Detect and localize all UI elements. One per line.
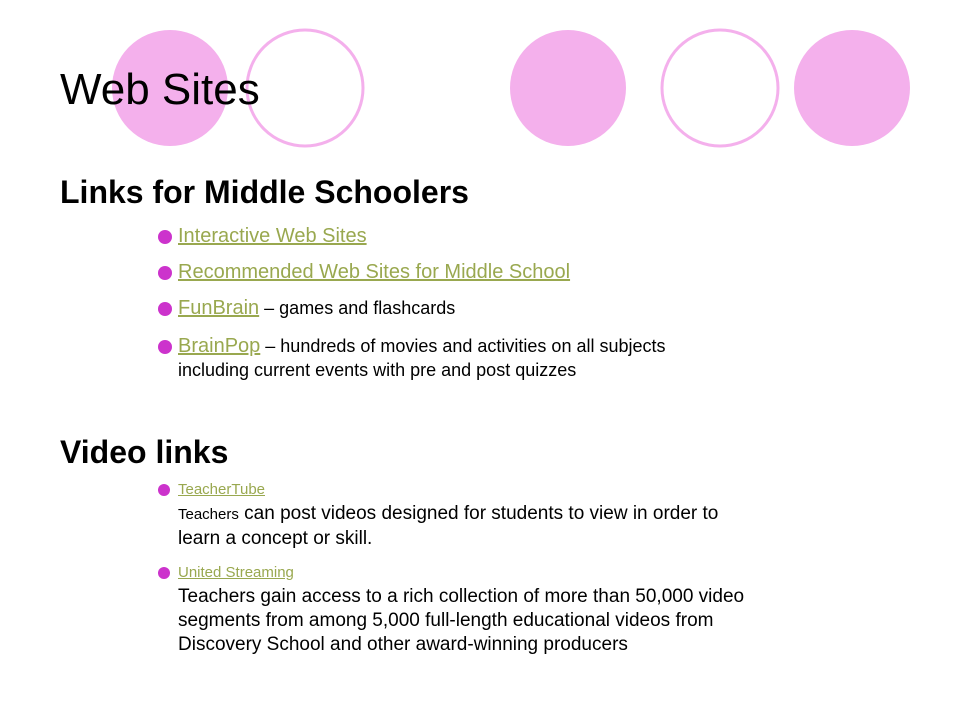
circle-filled-3 [794,30,910,146]
list-item [158,296,666,334]
link-teachertube[interactable]: TeacherTube [178,481,265,498]
circle-outline-2 [662,30,778,146]
section-heading-video-links: Video links [60,434,229,470]
brainpop-description: – hundreds of movies and activities on all subjects [260,336,666,356]
teachertube-description-line2: learn a concept or skill. [178,528,373,549]
bullet-icon [158,230,172,244]
bullet-icon [158,302,172,316]
link-interactive-web-sites[interactable]: Interactive Web Sites [178,225,367,247]
circle-outline-1 [247,30,363,146]
bullet-icon [158,266,172,280]
list-item [158,561,744,657]
bullet-icon [158,484,170,496]
list-item [158,478,744,551]
funbrain-description: – games and flashcards [259,298,456,318]
brainpop-description-line2: including current events with pre and post quizzes [178,360,577,380]
video-link-list [158,478,744,657]
bullet-icon [158,567,170,579]
list-item [158,224,666,260]
link-brainpop[interactable]: BrainPop [178,335,261,357]
teachertube-description-rest: can post videos designed for students to view in order to [238,503,719,524]
united-streaming-description-line3: Discovery School and other award-winning producers [178,634,628,655]
united-streaming-description-line2: segments from among 5,000 full-length educational videos from [178,610,714,631]
link-funbrain[interactable]: FunBrain [178,297,260,319]
section-heading-middle-schoolers: Links for Middle Schoolers [60,174,469,210]
bullet-icon [158,340,172,354]
circle-filled-2 [510,30,626,146]
link-united-streaming[interactable]: United Streaming [178,564,294,581]
slide-title: Web Sites [60,65,260,114]
list-item [158,260,666,296]
teachertube-description-lead: Teachers [178,506,239,523]
link-recommended-web-sites[interactable]: Recommended Web Sites for Middle School [178,261,571,283]
united-streaming-description: Teachers gain access to a rich collection of more than 50,000 video [178,586,745,607]
middle-schoolers-link-list [158,224,666,382]
list-item [158,334,666,382]
teachertube-description [178,502,744,527]
